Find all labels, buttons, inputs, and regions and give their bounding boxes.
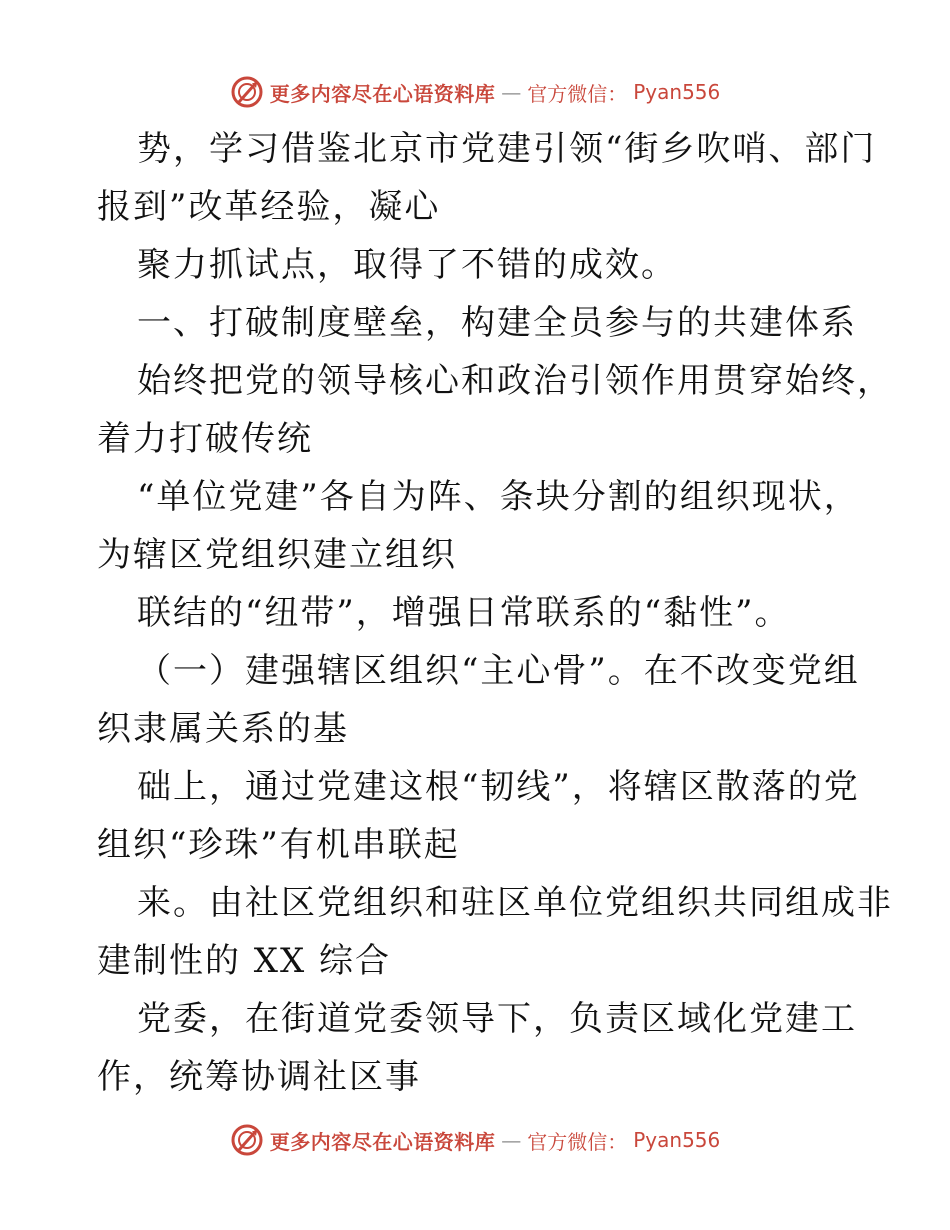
text-line: “单位党建”各自为阵、条块分割的组织现状， bbox=[137, 477, 860, 517]
text-line: 始终把党的领导核心和政治引领作用贯穿始终， bbox=[137, 361, 893, 401]
section-heading: 一、打破制度壁垒，构建全员参与的共建体系 bbox=[137, 303, 857, 343]
watermark-wechat-id: Pyan556 bbox=[633, 80, 721, 104]
text-line: 为辖区党组织建立组织 bbox=[97, 535, 457, 575]
header-watermark bbox=[0, 72, 950, 112]
watermark-brand: 更多内容尽在心语资料库 bbox=[269, 81, 496, 106]
watermark-wechat-id: Pyan556 bbox=[633, 1128, 721, 1152]
footer-watermark bbox=[0, 1120, 950, 1160]
text-line: 织隶属关系的基 bbox=[97, 709, 349, 749]
watermark-separator: — bbox=[501, 1128, 522, 1152]
text-line: 势，学习借鉴北京市党建引领“街乡吹哨、部门 bbox=[137, 129, 877, 169]
text-line: 来。由社区党组织和驻区单位党组织共同组成非 bbox=[137, 883, 893, 923]
text-line: 党委，在街道党委领导下，负责区域化党建工 bbox=[137, 999, 857, 1039]
watermark-brand: 更多内容尽在心语资料库 bbox=[269, 1129, 496, 1154]
watermark-separator: — bbox=[501, 80, 522, 104]
watermark-official-label: 官方微信： bbox=[527, 1129, 628, 1154]
text-line: 联结的“纽带”，增强日常联系的“黏性”。 bbox=[137, 593, 791, 633]
text-line: （一）建强辖区组织“主心骨”。在不改变党组 bbox=[137, 651, 860, 691]
brand-logo-icon bbox=[230, 1123, 264, 1157]
watermark-official-label: 官方微信： bbox=[527, 81, 628, 106]
text-line: 报到”改革经验，凝心 bbox=[97, 187, 441, 227]
text-line: 聚力抓试点，取得了不错的成效。 bbox=[137, 245, 677, 285]
text-line: 作，统筹协调社区事 bbox=[97, 1057, 421, 1097]
text-line: 组织“珍珠”有机串联起 bbox=[97, 825, 460, 865]
text-line: 建制性的 XX 综合 bbox=[97, 941, 392, 981]
text-line: 着力打破传统 bbox=[97, 419, 313, 459]
brand-logo-icon bbox=[230, 75, 264, 109]
document-body bbox=[97, 120, 893, 1106]
text-line: 础上，通过党建这根“韧线”，将辖区散落的党 bbox=[137, 767, 860, 807]
